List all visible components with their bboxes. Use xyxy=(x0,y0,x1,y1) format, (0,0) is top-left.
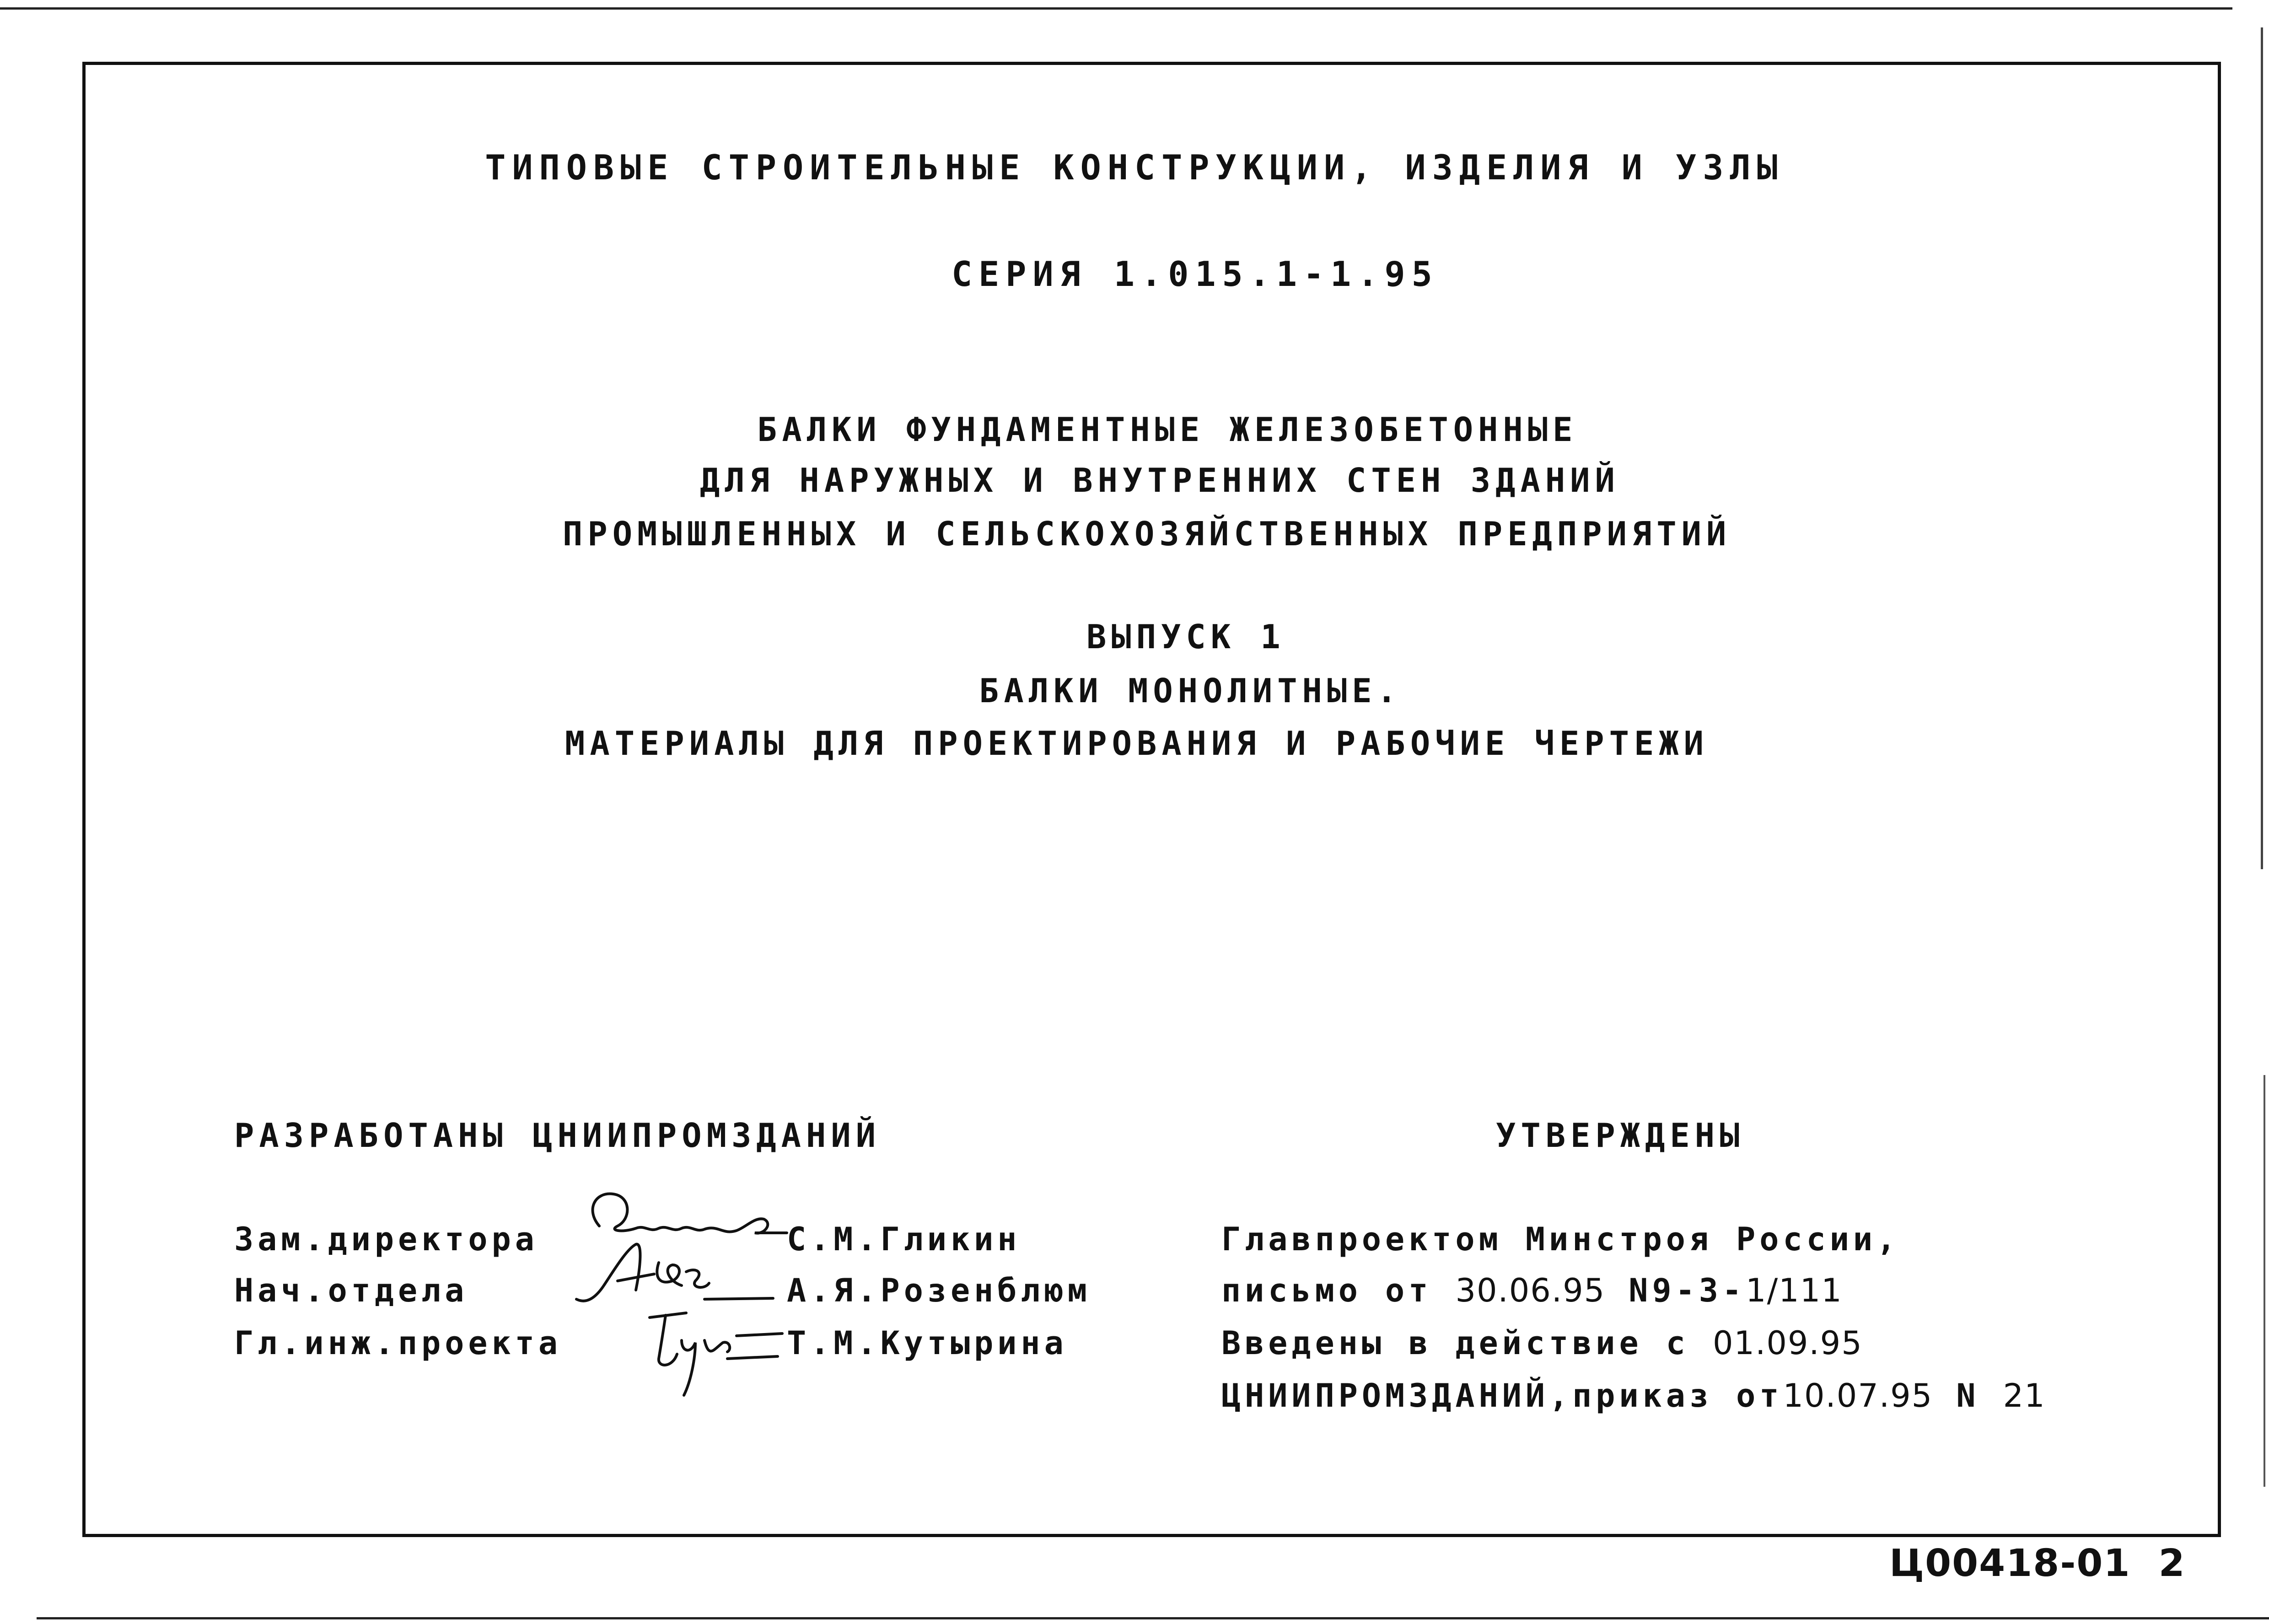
top-border-line xyxy=(0,7,2232,10)
role-head-of-department: Нач.отдела xyxy=(234,1272,468,1309)
archive-code-stamp xyxy=(1889,1542,2186,1585)
subject-line-2: ДЛЯ НАРУЖНЫХ И ВНУТРЕННИХ СТЕН ЗДАНИЙ xyxy=(700,461,1620,500)
right-edge-line-lower xyxy=(2264,1075,2265,1487)
document-title: ТИПОВЫЕ СТРОИТЕЛЬНЫЕ КОНСТРУКЦИИ, ИЗДЕЛИЯ И УЗЛЫ xyxy=(485,147,1784,188)
name-glikin: С.М.Гликин xyxy=(787,1221,1021,1258)
issue-title: БАЛКИ МОНОЛИТНЫЕ. xyxy=(979,672,1402,710)
developed-heading: РАЗРАБОТАНЫ ЦНИИПРОМЗДАНИЙ xyxy=(234,1116,881,1155)
subject-line-3: ПРОМЫШЛЕННЫХ И СЕЛЬСКОХОЗЯЙСТВЕННЫХ ПРЕДПРИЯТИЙ xyxy=(563,515,1731,553)
effective-label: Введены в действие с xyxy=(1221,1324,1713,1362)
archive-code: Ц00418-01 xyxy=(1889,1542,2131,1585)
signature-rozenblum xyxy=(567,1231,782,1317)
approved-line-3 xyxy=(1221,1324,1863,1362)
issue-subtitle: МАТЕРИАЛЫ ДЛЯ ПРОЕКТИРОВАНИЯ И РАБОЧИЕ ЧЕРТЕЖИ xyxy=(565,724,1709,763)
role-chief-engineer: Гл.инж.проекта xyxy=(234,1324,562,1362)
order-date: 10.07.95 xyxy=(1783,1377,1933,1414)
approved-line-4 xyxy=(1221,1377,2046,1414)
order-number-prefix: N xyxy=(1933,1377,2003,1414)
page-number: 2 xyxy=(2158,1542,2186,1585)
approved-letter-label: письмо от xyxy=(1221,1272,1456,1309)
signature-kutyrina xyxy=(645,1308,791,1400)
order-label: ЦНИИПРОМЗДАНИЙ,приказ от xyxy=(1221,1377,1783,1414)
approved-line-1: Главпроектом Минстроя России, xyxy=(1221,1221,1900,1258)
series-number: СЕРИЯ 1.015.1-1.95 xyxy=(952,254,1439,294)
bottom-border-line xyxy=(37,1617,2269,1619)
name-kutyrina: Т.М.Кутырина xyxy=(787,1324,1068,1362)
approved-letter-number-prefix: N9-3- xyxy=(1605,1272,1746,1309)
subject-line-1: БАЛКИ ФУНДАМЕНТНЫЕ ЖЕЛЕЗОБЕТОННЫЕ xyxy=(757,410,1578,449)
effective-date: 01.09.95 xyxy=(1713,1324,1863,1362)
order-number: 21 xyxy=(2003,1377,2046,1414)
issue-number: ВЫПУСК 1 xyxy=(1086,618,1285,656)
approved-heading: УТВЕРЖДЕНЫ xyxy=(1496,1116,1745,1155)
approved-letter-number: 1/111 xyxy=(1746,1272,1843,1309)
approved-letter-date: 30.06.95 xyxy=(1455,1272,1606,1309)
name-rozenblum: А.Я.Розенблюм xyxy=(787,1272,1091,1309)
role-deputy-director: Зам.директора xyxy=(234,1221,538,1258)
approved-line-2 xyxy=(1221,1272,1843,1309)
